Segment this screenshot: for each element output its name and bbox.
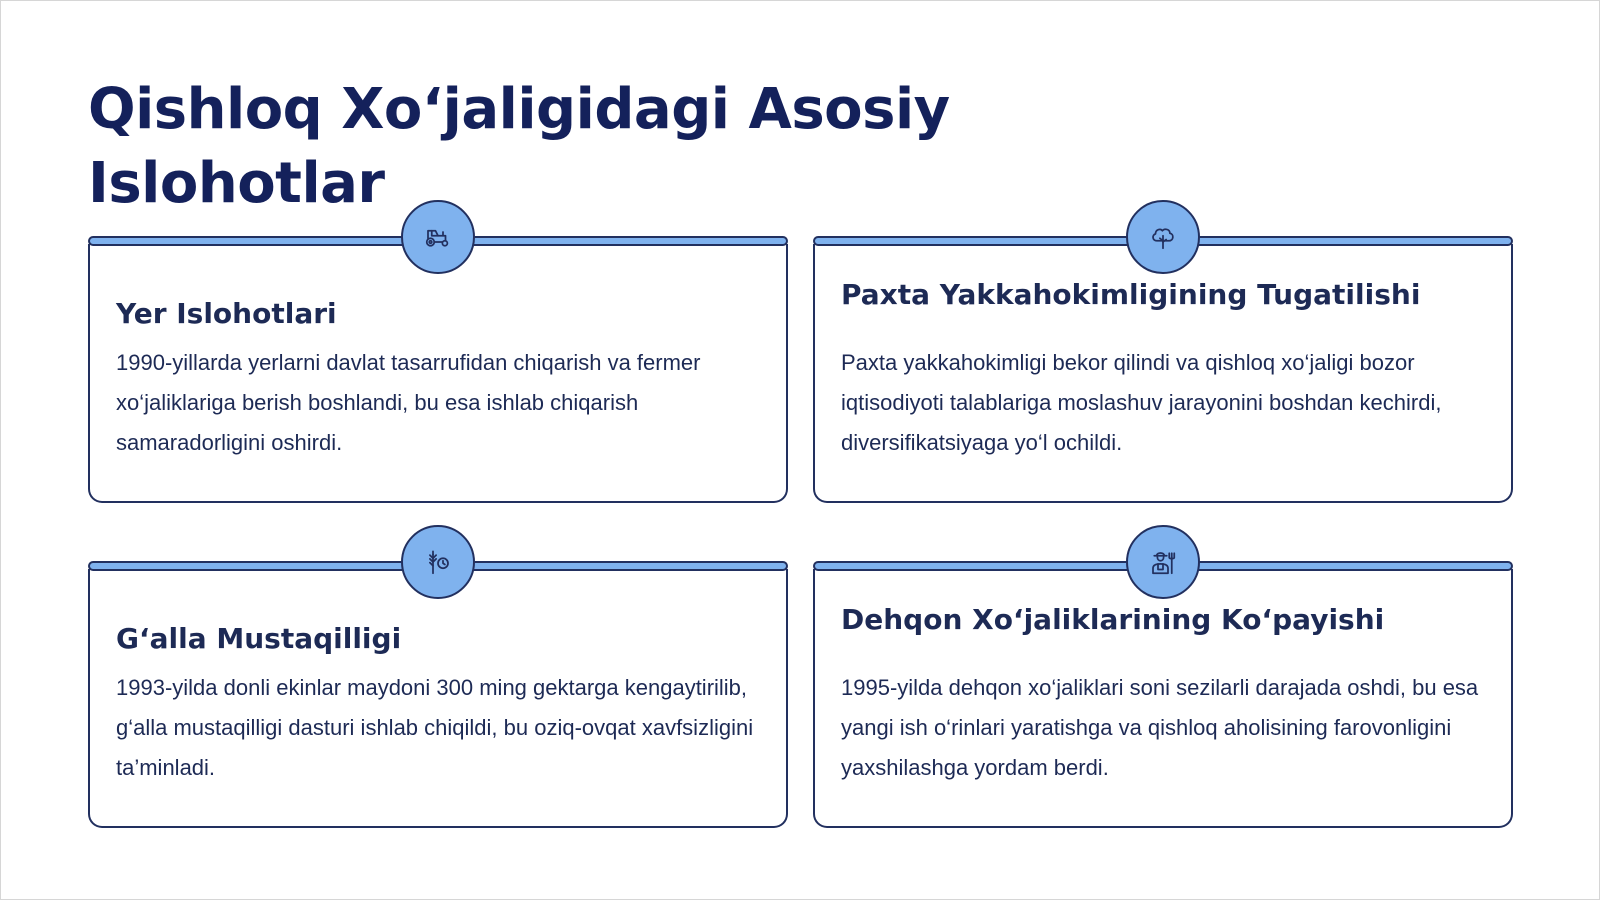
card-grain-independence: [88, 561, 788, 828]
page-title: Qishloq Xo‘jaligidagi Asosiy Islohotlar: [88, 77, 950, 216]
card-cotton-monopoly: [813, 236, 1513, 503]
icon-badge: [1126, 200, 1200, 274]
tractor-icon: [423, 222, 453, 252]
wheat-clock-icon: [423, 547, 453, 577]
card-text: 1993-yilda donli ekinlar maydoni 300 ming gektarga kengaytirilib, g‘alla mustaqilligi dasturi ishlab chiqildi, bu oziq-ovqat xavfsizligini ta’minladi.: [116, 675, 754, 780]
card-title: Paxta Yakkahokimligining Tugatilishi: [841, 278, 1421, 311]
icon-badge: [401, 525, 475, 599]
farmer-icon: [1148, 547, 1178, 577]
icon-badge: [401, 200, 475, 274]
card-title: Dehqon Xo‘jaliklarining Ko‘payishi: [841, 603, 1385, 636]
card-text: 1995-yilda dehqon xo‘jaliklari soni sezilarli darajada oshdi, bu esa yangi ish o‘rinlari yaratishga va qishloq aholisining farovonligini yaxshilashga yordam berdi.: [841, 675, 1479, 780]
icon-badge: [1126, 525, 1200, 599]
card-farm-growth: [813, 561, 1513, 828]
cotton-plant-icon: [1148, 222, 1178, 252]
card-land-reform: [88, 236, 788, 503]
card-text: 1990-yillarda yerlarni davlat tasarrufidan chiqarish va fermer xo‘jaliklariga berish boshlandi, bu esa ishlab chiqarish samaradorligini oshirdi.: [116, 350, 701, 455]
card-title: G‘alla Mustaqilligi: [116, 622, 402, 655]
card-text: Paxta yakkahokimligi bekor qilindi va qishloq xo‘jaligi bozor iqtisodiyoti talablariga moslashuv jarayonini boshdan kechirdi, diversifikatsiyaga yo‘l ochildi.: [841, 350, 1442, 455]
card-title: Yer Islohotlari: [116, 297, 337, 330]
